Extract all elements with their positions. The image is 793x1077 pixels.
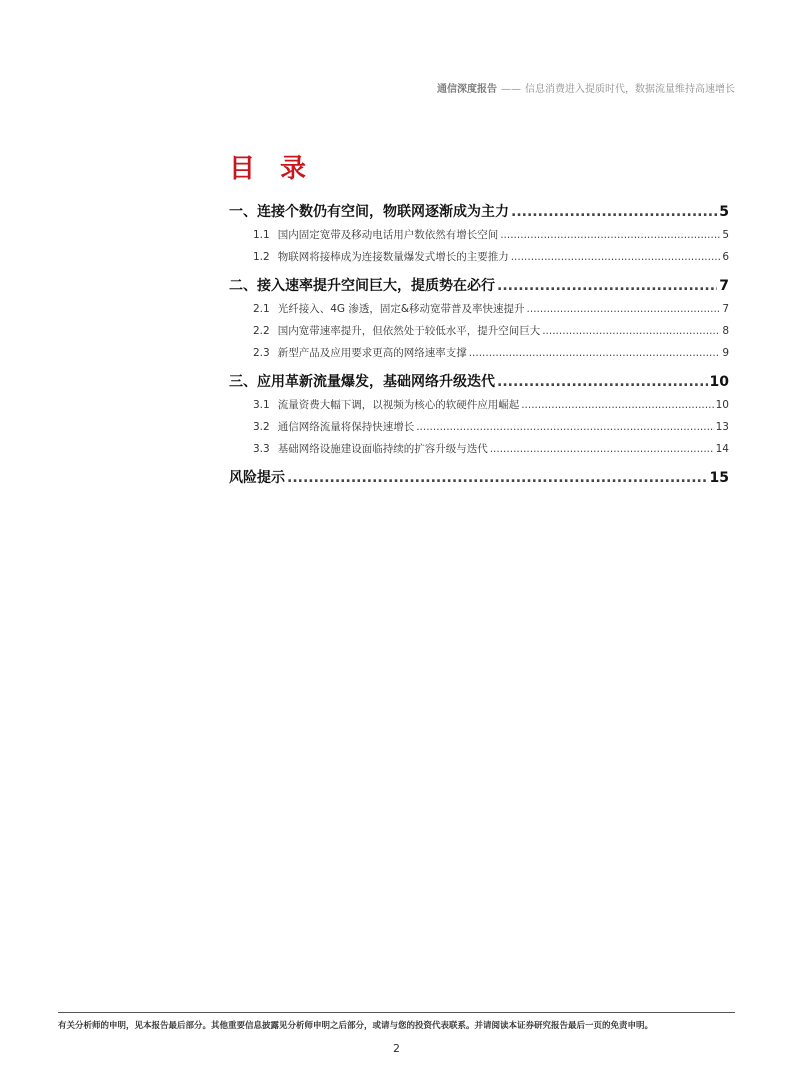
toc-leader-dots xyxy=(287,466,708,490)
toc-page-number: 6 xyxy=(722,251,729,263)
toc-page-number: 14 xyxy=(715,443,729,455)
toc-item-1-2[interactable] xyxy=(229,246,729,268)
toc-leader-dots xyxy=(511,246,721,268)
toc-page-number: 7 xyxy=(719,278,729,294)
toc-item-3-2[interactable] xyxy=(229,416,729,438)
toc-leader-dots xyxy=(497,370,708,394)
toc-item-label: 基础网络设施建设面临持续的扩容升级与迭代 xyxy=(277,443,488,455)
report-subtitle: 信息消费进入提质时代，数据流量维持高速增长 xyxy=(525,84,735,95)
toc-leader-dots xyxy=(521,394,713,416)
toc-section-label: 三、应用革新流量爆发，基础网络升级迭代 xyxy=(229,374,495,390)
toc-item-number: 1.2 xyxy=(253,251,270,263)
toc-item-number: 2.2 xyxy=(253,325,270,337)
toc-item-3-1[interactable] xyxy=(229,394,729,416)
toc-item-number: 2.3 xyxy=(253,347,270,359)
toc-item-label: 通信网络流量将保持快速增长 xyxy=(277,421,415,433)
toc-leader-dots xyxy=(527,298,721,320)
toc-item-label: 流量资费大幅下调，以视频为核心的软硬件应用崛起 xyxy=(277,399,520,411)
page-number: 2 xyxy=(393,1042,400,1055)
toc-item-number: 2.1 xyxy=(253,303,270,315)
table-of-contents xyxy=(229,200,729,490)
toc-page-number: 10 xyxy=(715,399,729,411)
toc-leader-dots xyxy=(511,200,717,224)
toc-item-label: 物联网将接棒成为连接数量爆发式增长的主要推力 xyxy=(277,251,509,263)
toc-item-number: 1.1 xyxy=(253,229,270,241)
toc-page-number: 5 xyxy=(722,229,729,241)
toc-item-number: 3.2 xyxy=(253,421,270,433)
toc-page-number: 9 xyxy=(722,347,729,359)
toc-item-2-1[interactable] xyxy=(229,298,729,320)
toc-page-number: 10 xyxy=(709,374,729,390)
toc-section-3[interactable] xyxy=(229,370,729,394)
toc-section-1[interactable] xyxy=(229,200,729,224)
page-header xyxy=(437,80,735,95)
toc-item-2-2[interactable] xyxy=(229,320,729,342)
footer-divider xyxy=(58,1012,735,1013)
toc-page-number: 15 xyxy=(709,470,729,486)
toc-leader-dots xyxy=(497,274,717,298)
toc-item-1-1[interactable] xyxy=(229,224,729,246)
report-type: 通信深度报告 xyxy=(437,84,497,95)
toc-item-label: 新型产品及应用要求更高的网络速率支撑 xyxy=(277,347,467,359)
toc-section-2[interactable] xyxy=(229,274,729,298)
toc-item-label: 国内宽带速率提升，但依然处于较低水平，提升空间巨大 xyxy=(277,325,541,337)
toc-section-label: 一、连接个数仍有空间，物联网逐渐成为主力 xyxy=(229,204,509,220)
toc-item-label: 光纤接入、4G 渗透，固定&移动宽带普及率快速提升 xyxy=(277,303,525,315)
toc-page-number: 7 xyxy=(722,303,729,315)
toc-leader-dots xyxy=(500,224,720,246)
footer-disclaimer: 有关分析师的申明，见本报告最后部分。其他重要信息披露见分析师申明之后部分，或请与您的投资代表联系。并请阅读本证券研究报告最后一页的免责申明。 xyxy=(58,1021,654,1031)
toc-page-number: 8 xyxy=(722,325,729,337)
toc-page-number: 5 xyxy=(719,204,729,220)
toc-leader-dots xyxy=(490,438,714,460)
toc-leader-dots xyxy=(416,416,713,438)
toc-section-risk[interactable] xyxy=(229,466,729,490)
toc-item-label: 国内固定宽带及移动电话用户数依然有增长空间 xyxy=(277,229,499,241)
toc-leader-dots xyxy=(469,342,721,364)
toc-section-label: 二、接入速率提升空间巨大，提质势在必行 xyxy=(229,278,495,294)
toc-title: 目 录 xyxy=(229,154,315,184)
toc-item-3-3[interactable] xyxy=(229,438,729,460)
toc-leader-dots xyxy=(542,320,720,342)
toc-item-number: 3.1 xyxy=(253,399,270,411)
toc-item-number: 3.3 xyxy=(253,443,270,455)
toc-section-label: 风险提示 xyxy=(229,470,285,486)
toc-item-2-3[interactable] xyxy=(229,342,729,364)
toc-page-number: 13 xyxy=(715,421,729,433)
header-dash: —— xyxy=(501,84,521,95)
